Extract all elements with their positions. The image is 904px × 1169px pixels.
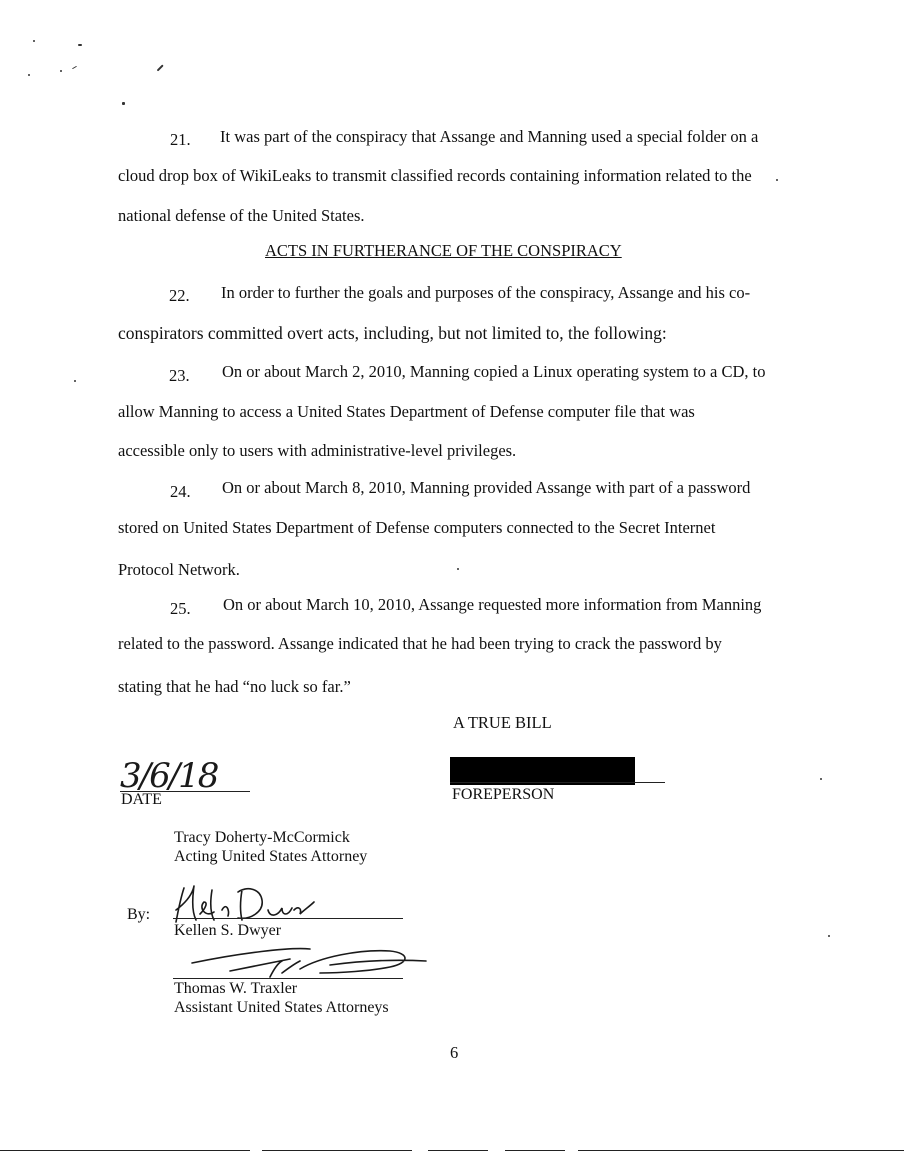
signer-name: Kellen S. Dwyer bbox=[174, 922, 282, 939]
paragraph-number: 23. bbox=[169, 366, 190, 385]
paragraph-line: national defense of the United States. bbox=[118, 206, 365, 225]
scan-speck bbox=[157, 64, 164, 71]
scan-speck bbox=[60, 70, 62, 72]
scan-edge-line bbox=[428, 1150, 488, 1151]
scan-speck bbox=[33, 40, 35, 42]
scan-edge-line bbox=[578, 1150, 904, 1151]
scan-speck bbox=[74, 380, 76, 382]
paragraph-number: 22. bbox=[169, 286, 190, 305]
date-label: DATE bbox=[121, 791, 162, 808]
scan-speck bbox=[28, 74, 30, 76]
scan-speck bbox=[820, 778, 822, 780]
paragraph-number: 21. bbox=[170, 130, 191, 149]
paragraph-line: conspirators committed overt acts, including, but not limited to, the following: bbox=[118, 323, 667, 343]
paragraph-line: accessible only to users with administrative-level privileges. bbox=[118, 441, 517, 460]
paragraph-line: allow Manning to access a United States Department of Defense computer file that was bbox=[118, 402, 695, 421]
attorney-name: Tracy Doherty-McCormick bbox=[174, 829, 350, 846]
scan-speck bbox=[828, 935, 830, 937]
paragraph-line: On or about March 2, 2010, Manning copied a Linux operating system to a CD, to bbox=[222, 362, 766, 381]
true-bill-label: A TRUE BILL bbox=[453, 713, 552, 732]
foreperson-label: FOREPERSON bbox=[452, 786, 555, 803]
paragraph-number: 24. bbox=[170, 482, 191, 501]
section-heading: ACTS IN FURTHERANCE OF THE CONSPIRACY bbox=[265, 241, 622, 260]
scan-speck bbox=[457, 568, 459, 570]
paragraph-line: Protocol Network. bbox=[118, 560, 240, 579]
paragraph-line: related to the password. Assange indicated that he had been trying to crack the password by bbox=[118, 634, 722, 653]
paragraph-number: 25. bbox=[170, 599, 191, 618]
by-label: By: bbox=[127, 906, 151, 923]
traxler-signature bbox=[170, 943, 430, 983]
foreperson-redaction bbox=[450, 757, 635, 785]
scan-speck bbox=[122, 102, 125, 105]
traxler-signature-line bbox=[173, 978, 403, 979]
paragraph-line: stating that he had “no luck so far.” bbox=[118, 677, 351, 696]
paragraph-line: In order to further the goals and purposes of the conspiracy, Assange and his co- bbox=[221, 283, 751, 302]
dwyer-signature-line bbox=[173, 918, 403, 919]
scan-edge-line bbox=[262, 1150, 412, 1151]
paragraph-line: cloud drop box of WikiLeaks to transmit classified records containing information related to the bbox=[118, 166, 752, 185]
paragraph-line: It was part of the conspiracy that Assange and Manning used a special folder on a bbox=[220, 127, 759, 146]
attorney-title: Acting United States Attorney bbox=[174, 848, 368, 865]
paragraph-line: stored on United States Department of Defense computers connected to the Secret Internet bbox=[118, 518, 716, 537]
scan-speck bbox=[78, 44, 82, 46]
paragraph-line: On or about March 8, 2010, Manning provided Assange with part of a password bbox=[222, 478, 751, 497]
paragraph-line: On or about March 10, 2010, Assange requested more information from Manning bbox=[223, 595, 762, 614]
foreperson-signature-line bbox=[450, 782, 665, 783]
page-number: 6 bbox=[450, 1043, 459, 1062]
signers-title: Assistant United States Attorneys bbox=[174, 999, 389, 1016]
date-handwritten: 3/6/18 bbox=[120, 756, 218, 796]
scan-speck bbox=[776, 179, 778, 181]
scan-edge-line bbox=[505, 1150, 565, 1151]
scan-speck bbox=[72, 66, 77, 69]
scan-edge-line bbox=[0, 1150, 250, 1151]
signer-name: Thomas W. Traxler bbox=[174, 980, 298, 997]
